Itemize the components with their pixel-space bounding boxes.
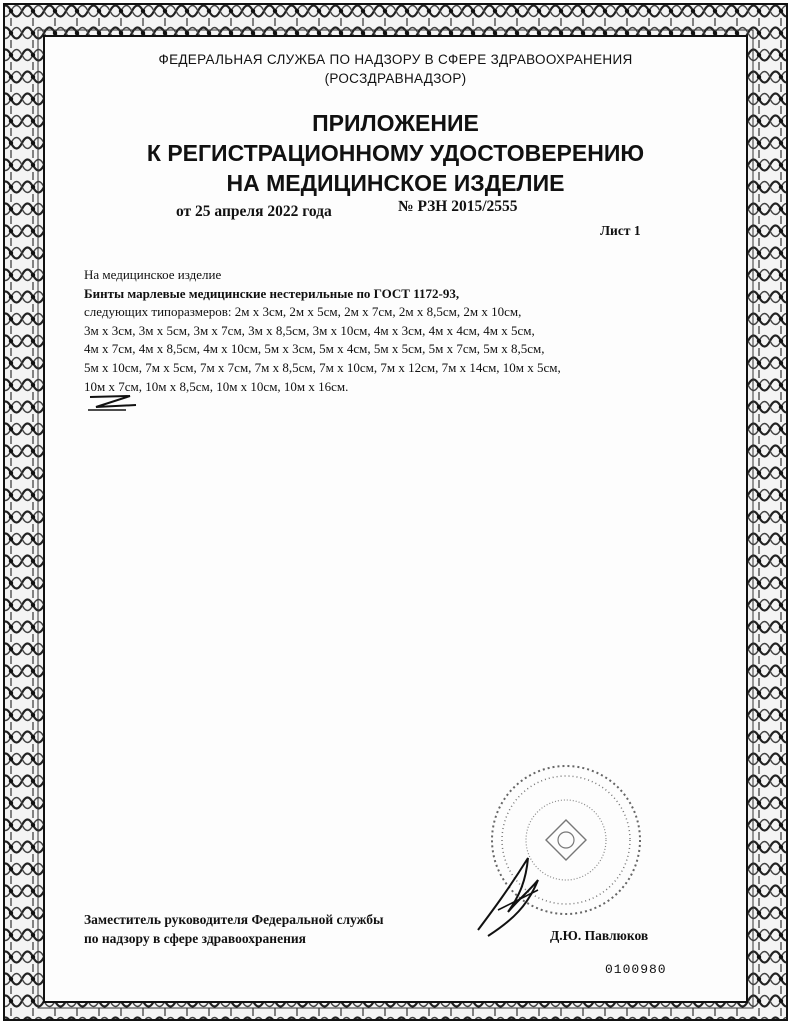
signer-name: Д.Ю. Павлюков	[550, 928, 649, 943]
intro-line: На медицинское изделие	[84, 267, 222, 282]
handwritten-signature	[468, 850, 558, 940]
sizes-line-3: 4м х 7см, 4м х 8,5см, 4м х 10см, 5м х 3см, 5м х 4см, 5м х 5см, 5м х 7см, 5м х 8,5см,	[84, 341, 545, 357]
sizes-line-2: 3м х 3см, 3м х 5см, 3м х 7см, 3м х 8,5см, 3м х 10см, 4м х 3см, 4м х 4см, 4м х 5см,	[84, 322, 535, 338]
sizes-line-4: 5м х 10см, 7м х 5см, 7м х 7см, 7м х 8,5см, 7м х 10см, 7м х 12см, 7м х 14см, 10м х 5см,	[84, 359, 561, 375]
form-serial-number: 0100980	[605, 962, 667, 977]
agency-name: ФЕДЕРАЛЬНАЯ СЛУЖБА ПО НАДЗОРУ В СФЕРЕ ЗДРАВООХРАНЕНИЯ	[158, 52, 633, 67]
agency-abbreviation: (РОСЗДРАВНАДЗОР)	[324, 71, 467, 86]
z-line-mark	[86, 392, 146, 414]
product-name: Бинты марлевые медицинские нестерильные по ГОСТ 1172-93,	[84, 285, 460, 301]
document-title	[60, 108, 731, 198]
sizes-line-5: 10м х 7см, 10м х 8,5см, 10м х 10см, 10м х 16см.	[84, 378, 349, 394]
signer-position-line-1: Заместитель руководителя Федеральной службы	[84, 912, 384, 927]
sheet-number: Лист 1	[600, 223, 641, 238]
sizes-line-1: следующих типоразмеров: 2м х 3см, 2м х 5см, 2м х 7см, 2м х 8,5см, 2м х 10см,	[84, 304, 522, 320]
title-line-1: ПРИЛОЖЕНИЕ	[312, 110, 479, 136]
document-body	[84, 266, 684, 396]
signer-position	[84, 910, 384, 948]
issue-date: от 25 апреля 2022 года	[176, 203, 332, 220]
title-line-2: К РЕГИСТРАЦИОННОМУ УДОСТОВЕРЕНИЮ	[146, 140, 645, 166]
registration-number: № РЗН 2015/2555	[398, 198, 518, 215]
signer-position-line-2: по надзору в сфере здравоохранения	[84, 931, 306, 946]
title-line-3: НА МЕДИЦИНСКОЕ ИЗДЕЛИЕ	[226, 170, 565, 196]
agency-header	[60, 50, 731, 88]
